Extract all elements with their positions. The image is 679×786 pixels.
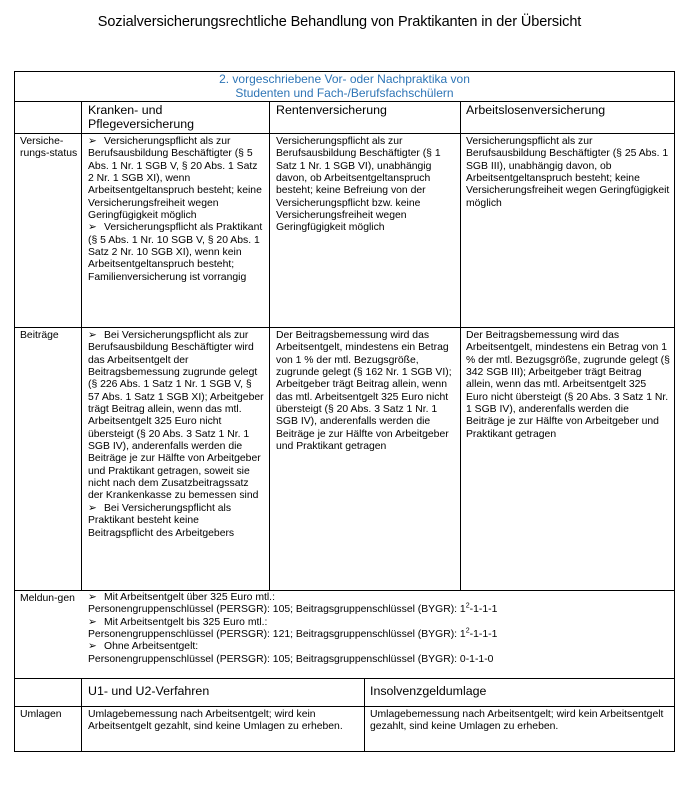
beitraege-kv-item-1: Bei Versicherungspflicht als zur Berufsausbildung Beschäftigter wird das Arbeitsentgelt der Beitragsbemessung zugrunde gelegt (§ 226 Abs. 1 Satz 1 Nr. 1 SGB V, § 57 Abs. 1 Satz 1 SGB XI); Arbeitgeber trägt Beitrag allein, wenn das mtl. Arbeitsentgelt 325 Euro nicht übersteigt (§ 20 Abs. 3 Satz 1 Nr. 1 SGB IV), anderenfalls werden die Beiträge je zur Hälfte von Arbeitgeber und Praktikant getragen, soweit sie nicht nach dem Zusatzbeitragssatz der Krankenkasse zu bemessen sind: [88, 330, 264, 502]
column-header-rv: Rentenversicherung: [276, 103, 387, 117]
meldungen-list: [88, 592, 672, 666]
meldung-keys-tail: -1-1-1: [469, 629, 498, 641]
status-rv: Versicherungspflicht als zur Berufsausbildung Beschäftigter (§ 1 Satz 1 Nr. 1 SGB VI), unabhängig davon, ob Arbeitsentgeltanspruch besteht; keine Befreiung von der Versicherungspflicht bzw. keine Versicherungsfreiheit wegen Geringfügigkeit möglich: [276, 136, 441, 234]
meldung-superscript: 2: [465, 602, 470, 610]
row-divider: [14, 101, 675, 102]
beitraege-kv: [88, 330, 265, 540]
beitraege-kv-item-2: Bei Versicherungspflicht als Praktikant besteht keine Beitragspflicht des Arbeitgebers: [88, 502, 235, 539]
col-divider: [269, 101, 270, 590]
umlagen-header-u1u2: U1- und U2-Verfahren: [88, 684, 210, 698]
row-divider: [14, 678, 675, 679]
bullet-arrow-icon: ➢: [88, 330, 97, 341]
bullet-arrow-icon: ➢: [88, 502, 97, 514]
bullet-arrow-icon: ➢: [88, 592, 97, 603]
col-divider: [81, 101, 82, 590]
row-label-beitraege: Beiträge: [20, 330, 59, 341]
status-kv-item-1: Versicherungspflicht als zur Berufsausbildung Beschäftigter (§ 5 Abs. 1 Nr. 1 SGB V, § 20 Abs. 1 Satz 2 Nr. 1 SGB XI), wenn Arbeitsentgeltanspruch besteht; keine Versicherungsfreiheit wegen Geringfügigkeit möglich: [88, 136, 262, 222]
umlagen-text-insolvenz: Umlagebemessung nach Arbeitsentgelt; wird kein Arbeitsentgelt gezahlt, sind keine Umlagen zu erheben.: [370, 709, 664, 733]
bullet-arrow-icon: ➢: [88, 616, 97, 628]
section-header-line2: Studenten und Fach-/Berufsfachschülern: [235, 86, 454, 100]
meldung-keys: Personengruppenschlüssel (PERSGR): 105; Beitragsgruppenschlüssel (BYGR): 1: [88, 604, 466, 616]
row-label-umlagen: Umlagen: [20, 709, 62, 720]
beitraege-rv: Der Beitragsbemessung wird das Arbeitsentgelt, mindestens ein Betrag von 1 % der mtl. Bezugsgröße, zugrunde gelegt (§ 162 Nr. 1 SGB VI); Arbeitgeber trägt Beitrag allein, wenn das mtl. Arbeitsentgelt 325 Euro nicht übersteigt (§ 20 Abs. 3 Satz 1 Nr. 1 SGB IV), anderenfalls werden die Beiträge je zur Hälfte von Arbeitgeber und Praktikant getragen: [276, 330, 452, 453]
status-kv: [88, 136, 265, 284]
column-header-kv: Kranken- und Pflegeversicherung: [88, 103, 195, 131]
row-label-meldungen: Meldun-gen: [20, 593, 75, 604]
column-header-av: Arbeitslosenversicherung: [466, 103, 606, 117]
meldung-superscript: 2: [465, 627, 470, 635]
meldung-head: Ohne Arbeitsentgelt:: [104, 641, 199, 653]
row-divider: [14, 327, 675, 328]
meldung-keys-tail: -1-1-1: [469, 604, 498, 616]
bullet-arrow-icon: ➢: [88, 136, 97, 147]
umlagen-text-u1u2: Umlagebemessung nach Arbeitsentgelt; wird kein Arbeitsentgelt gezahlt, sind keine Umlagen zu erheben.: [88, 709, 343, 733]
row-divider: [14, 590, 675, 591]
section-header: [14, 73, 675, 101]
row-label-status: Versiche-rungs-status: [20, 136, 78, 160]
page-title: Sozialversicherungsrechtliche Behandlung von Praktikanten in der Übersicht: [97, 14, 582, 30]
bullet-arrow-icon: ➢: [88, 222, 97, 234]
col-divider: [460, 101, 461, 590]
status-kv-item-2: Versicherungspflicht als Praktikant (§ 5 Abs. 1 Nr. 10 SGB V, § 20 Abs. 1 Satz 2 Nr. 10 SGB XI), wenn kein Arbeitsentgeltanspruch besteht; Familienversicherung ist vorrangig: [88, 222, 263, 283]
meldung-item: [88, 617, 672, 642]
beitraege-av: Der Beitragsbemessung wird das Arbeitsentgelt, mindestens ein Betrag von 1 % der mtl. Bezugsgröße, zugrunde gelegt (§ 342 SGB III); Arbeitgeber trägt Beitrag allein, wenn das mtl. Arbeitsentgelt 325 Euro nicht übersteigt (§ 20 Abs. 3 Satz 1 Nr. 1 SGB IV), anderenfalls werden die Beiträge je zur Hälfte von Arbeitgeber und Praktikant getragen: [466, 330, 670, 440]
meldung-head: Mit Arbeitsentgelt bis 325 Euro mtl.:: [104, 616, 268, 628]
meldung-keys: Personengruppenschlüssel (PERSGR): 105; Beitragsgruppenschlüssel (BYGR): 0-1-1-0: [88, 653, 494, 665]
status-av: Versicherungspflicht als zur Berufsausbildung Beschäftigter (§ 25 Abs. 1 SGB III), unabhängig davon, ob Arbeitsentgeltanspruch besteht; keine Versicherungsfreiheit wegen Geringfügigkeit möglich: [466, 136, 670, 209]
meldung-head: Mit Arbeitsentgelt über 325 Euro mtl.:: [104, 592, 275, 603]
meldung-item: [88, 592, 672, 617]
bullet-arrow-icon: ➢: [88, 641, 97, 653]
row-divider: [14, 133, 675, 134]
col-divider: [81, 678, 82, 752]
col-divider: [364, 678, 365, 752]
meldung-keys: Personengruppenschlüssel (PERSGR): 121; Beitragsgruppenschlüssel (BYGR): 1: [88, 629, 466, 641]
section-header-line1: 2. vorgeschriebene Vor- oder Nachpraktika von: [219, 72, 470, 86]
row-divider: [14, 706, 675, 707]
meldung-item: [88, 641, 672, 666]
umlagen-header-insolvenz: Insolvenzgeldumlage: [370, 684, 487, 698]
